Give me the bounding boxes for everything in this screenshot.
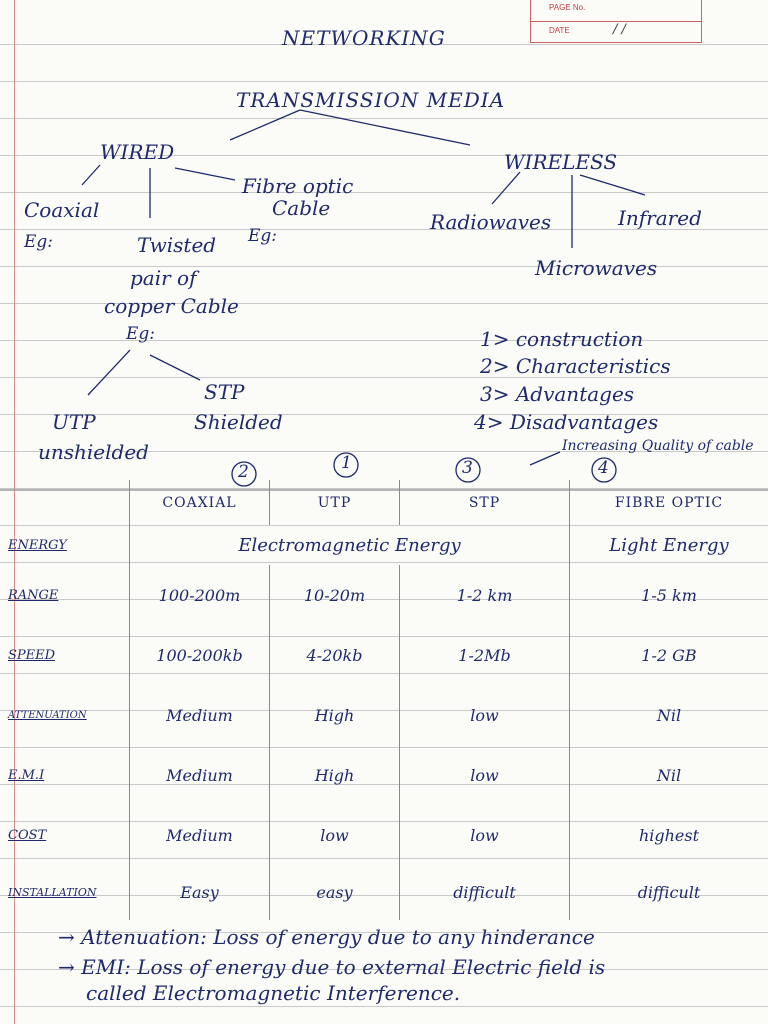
rank-coaxial: 2 bbox=[238, 462, 249, 482]
speed-fibre: 1-2 GB bbox=[641, 645, 697, 665]
point-disadvantages: 4> Disadvantages bbox=[474, 410, 659, 434]
page-number-label: PAGE No. bbox=[549, 3, 586, 12]
row-label-attenuation: ATTENUATION bbox=[0, 685, 130, 745]
infrared-node: Infrared bbox=[618, 206, 702, 230]
table-header-stp: STP bbox=[400, 480, 570, 525]
emi-fibre: Nil bbox=[656, 765, 682, 785]
range-fibre: 1-5 km bbox=[641, 585, 697, 605]
energy-light: Light Energy bbox=[609, 534, 729, 556]
speed-coaxial: 100-200kb bbox=[130, 625, 270, 685]
wired-to-coaxial-arrow bbox=[82, 165, 100, 185]
energy-electromagnetic: Electromagnetic Energy bbox=[130, 525, 570, 565]
cost-fibre: highest bbox=[638, 825, 700, 845]
table-header-utp: UTP bbox=[270, 480, 400, 525]
stp-node: STP bbox=[204, 380, 245, 404]
attenuation-stp: low bbox=[400, 685, 570, 745]
attenuation-utp: High bbox=[270, 685, 400, 745]
row-label-cost: COST bbox=[0, 805, 130, 865]
coaxial-node: Coaxial bbox=[24, 198, 100, 222]
rank-stp: 3 bbox=[462, 458, 473, 478]
attenuation-coaxial: Medium bbox=[130, 685, 270, 745]
comparison-table bbox=[0, 480, 768, 920]
row-label-installation: INSTALLATION bbox=[0, 865, 130, 920]
root-to-wired-line bbox=[230, 110, 300, 140]
stp-full-name: Shielded bbox=[194, 410, 283, 434]
date-value: / / bbox=[613, 22, 626, 37]
row-label-speed: SPEED bbox=[0, 625, 130, 685]
twisted-node-line3: copper Cable bbox=[104, 294, 239, 318]
date-label: DATE bbox=[549, 26, 570, 35]
table-header-fibre: FIBRE OPTIC bbox=[614, 494, 724, 511]
attenuation-fibre: Nil bbox=[656, 705, 682, 725]
radiowaves-node: Radiowaves bbox=[430, 210, 552, 234]
installation-fibre: difficult bbox=[637, 883, 701, 902]
range-stp: 1-2 km bbox=[400, 565, 570, 625]
fibre-node-line2: Cable bbox=[272, 196, 331, 220]
wireless-to-infrared-arrow bbox=[580, 175, 645, 195]
note-attenuation: → Attenuation: Loss of energy due to any hinderance bbox=[58, 925, 595, 949]
fibre-eg: Eg: bbox=[248, 226, 278, 246]
note-emi: → EMI: Loss of energy due to external Electric field is bbox=[58, 955, 606, 979]
twisted-node-line1: Twisted bbox=[137, 233, 217, 257]
row-label-emi: E.M.I bbox=[0, 745, 130, 805]
installation-stp: difficult bbox=[400, 865, 570, 920]
row-label-range: RANGE bbox=[0, 565, 130, 625]
installation-coaxial: Easy bbox=[130, 865, 270, 920]
page-title: NETWORKING bbox=[282, 26, 446, 50]
emi-coaxial: Medium bbox=[130, 745, 270, 805]
wireless-to-radio-arrow bbox=[492, 172, 520, 204]
range-coaxial: 100-200m bbox=[130, 565, 270, 625]
utp-full-name: unshielded bbox=[38, 440, 149, 464]
root-node: TRANSMISSION MEDIA bbox=[236, 88, 506, 112]
table-header-corner bbox=[0, 480, 130, 525]
microwaves-node: Microwaves bbox=[535, 256, 658, 280]
root-to-wireless-line bbox=[300, 110, 470, 145]
rank-utp: 1 bbox=[341, 453, 352, 473]
speed-stp: 1-2Mb bbox=[400, 625, 570, 685]
range-utp: 10-20m bbox=[270, 565, 400, 625]
twisted-eg: Eg: bbox=[126, 324, 156, 344]
twisted-to-stp-arrow bbox=[150, 355, 200, 380]
cost-stp: low bbox=[400, 805, 570, 865]
speed-utp: 4-20kb bbox=[270, 625, 400, 685]
table-header-coaxial: COAXIAL bbox=[130, 480, 270, 525]
note-emi-continued: called Electromagnetic Interference. bbox=[86, 981, 461, 1005]
installation-utp: easy bbox=[270, 865, 400, 920]
rank-fibre: 4 bbox=[598, 458, 609, 478]
row-label-energy: ENERGY bbox=[0, 525, 130, 565]
quality-note: Increasing Quality of cable bbox=[562, 438, 754, 454]
wired-to-fibre-arrow bbox=[175, 168, 235, 180]
twisted-to-utp-arrow bbox=[88, 350, 130, 395]
emi-utp: High bbox=[270, 745, 400, 805]
quality-arrow bbox=[530, 452, 560, 465]
wired-node: WIRED bbox=[100, 140, 175, 164]
point-construction: 1> construction bbox=[480, 327, 644, 351]
cost-coaxial: Medium bbox=[130, 805, 270, 865]
point-advantages: 3> Advantages bbox=[480, 382, 635, 406]
wireless-node: WIRELESS bbox=[504, 150, 618, 174]
utp-node: UTP bbox=[52, 410, 96, 434]
fibre-node: Fibre optic bbox=[242, 174, 354, 198]
coaxial-eg: Eg: bbox=[24, 232, 54, 252]
emi-stp: low bbox=[400, 745, 570, 805]
point-characteristics: 2> Characteristics bbox=[480, 354, 671, 378]
twisted-node-line2: pair of bbox=[130, 266, 197, 290]
cost-utp: low bbox=[270, 805, 400, 865]
